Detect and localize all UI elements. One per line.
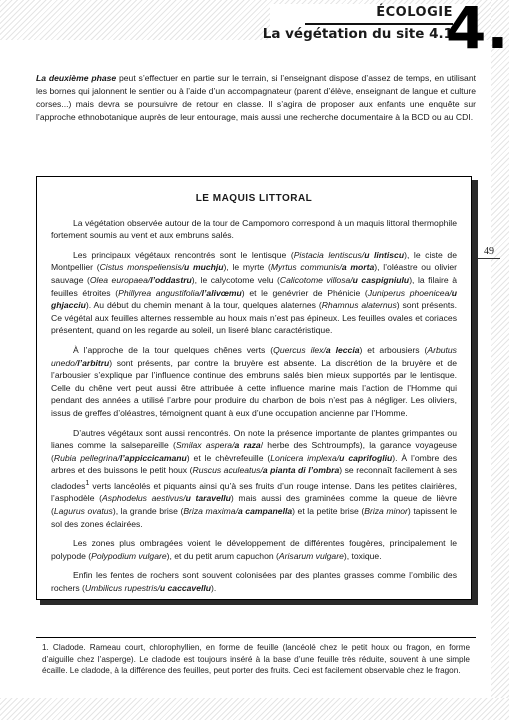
paragraph-3: À l’approche de la tour quelques chênes verts (Quercus ilex/a leccia) et arbousiers (Arbutus unedo/l’arbitru) sont présents, par contre la bruyère est absente. La discrétion de la bruyère et de l’arbousier s’explique par l’influence continue des embruns salés bien mieux supportés par le lentisque. Celle du chêne vert peut aussi être attribuée à cette influence marine mais l’action de l’Homme qui pendant des années a utilisé l’arbre pour produire du charbon de bois n’est pas à négliger. Les oliviers, issus de greffes d’oléastres, témoignent quant à eux d’une occupation ancienne par l’Homme. xyxy=(51,344,457,418)
paragraph-2: Les principaux végétaux rencontrés sont le lentisque (Pistacia lentiscus/u lintiscu), le ciste de Montpellier (Cistus monspeliensis/u muchju), le myrte (Myrtus communis/a morta), l’oléastre ou olivier sauvage (Olea europaea/l’oddastru), le calycotome velu (Calicotome villosa/u caspigniulu), la filaire à feuilles étroites (Phillyrea angustifolia/l’alivœmu) et le genévrier de Phénicie (Juniperus phoenicea/u ghjacciu). Au début du chemin menant à la tour, quelques alaternes (Rhamnus alaternus) sont présents. Ce végétal aux feuilles alternes ressemble au houx mais n’est pas épineux. Les feuilles ovales et coriaces présentent, quand on les regarde au soleil, un liseré blanc caractéristique. xyxy=(51,249,458,336)
page-number: 49 xyxy=(478,246,500,259)
paragraph-5: Les zones plus ombragées voient le développement de différentes fougères, principalement le polypode (Polypodium vulgare), et du petit arum capuchon (Arisarum vulgare), toxique. xyxy=(51,538,457,561)
paragraph-1: La végétation observée autour de la tour de Campomoro correspond à un maquis littoral thermophile fortement soumis au vent et aux embruns salés. xyxy=(51,217,457,241)
paragraph-4: D’autres végétaux sont aussi rencontrés. On note la présence importante de plantes grimpantes ou lianes comme la salsepareille (Smilax aspera/a raza/ herbe des Schtroumpfs), la garance voyageuse (Rubia pellegrina/l’appiccicamanu) et le chèvrefeuille (Lonicera implexa/u caprifogliu). À l’ombre des arbres et des buissons le petit houx (Ruscus aculeatus/a pianta di l’ombra) se reconnaît facilement à ses cladodes$^1$ verts lancéolés et piquants ainsi qu’à ses fruits d’un rouge intense. Dans les petites clairières, l’asphodèle (Asphodelus aestivus/u taravellu) mais aussi des graminées comme la queue de lièvre (Lagurus ovatus), la grande brise (Briza maxima/a campanella) et la petite brise (Briza minor) tapissent le sol des zones éclairées. xyxy=(51,427,458,529)
intro-lead: La deuxième phase xyxy=(36,73,117,83)
right-hatched-margin xyxy=(491,0,509,720)
page-subtitle: La végétation du site 4.1 xyxy=(262,26,453,42)
header-divider xyxy=(305,23,453,25)
intro-paragraph xyxy=(36,72,476,124)
footnote: 1. Cladode. Rameau court, chlorophyllien, en forme de feuille (lancéolé chez le petit houx ou fragon, en forme d’aiguille chez l’asperge). Le cladode est toujours inséré à la base d’une feuille très réduite, souvent à une simple écaille. Le cladode, à la différence des feuilles, peut porter des fruits. Ceci est facilement observable chez le fragon. xyxy=(36,637,476,689)
box-title: LE MAQUIS LITTORAL xyxy=(195,193,313,204)
footnote-ref: 1 xyxy=(85,478,90,487)
maquis-box xyxy=(36,176,472,600)
footer-hatched-band xyxy=(0,698,509,720)
intro-text: peut s’effectuer en partie sur le terrain, si l’enseignant dispose d’assez de temps, en utilisant les bornes qui jalonnent le sentier ou à l’aide d’un accompagnateur (parent d’élève, enseignant de langue et culture corses...) mais devra se poursuivre de retour en classe. Il s’agira de proposer aux enfants une enquête sur l’approche ethnobotanique auprès de leur entourage, mais aussi une recherche documentaire à la BCD ou au CDI. xyxy=(36,73,476,122)
section-label: ÉCOLOGIE xyxy=(376,5,453,20)
paragraph-6: Enfin les fentes de rochers sont souvent colonisées par des plantes grasses comme l’ombilic des rochers (Umbilicus rupestris/u caccavellu). xyxy=(51,570,457,593)
chapter-number: 4. xyxy=(446,0,509,62)
